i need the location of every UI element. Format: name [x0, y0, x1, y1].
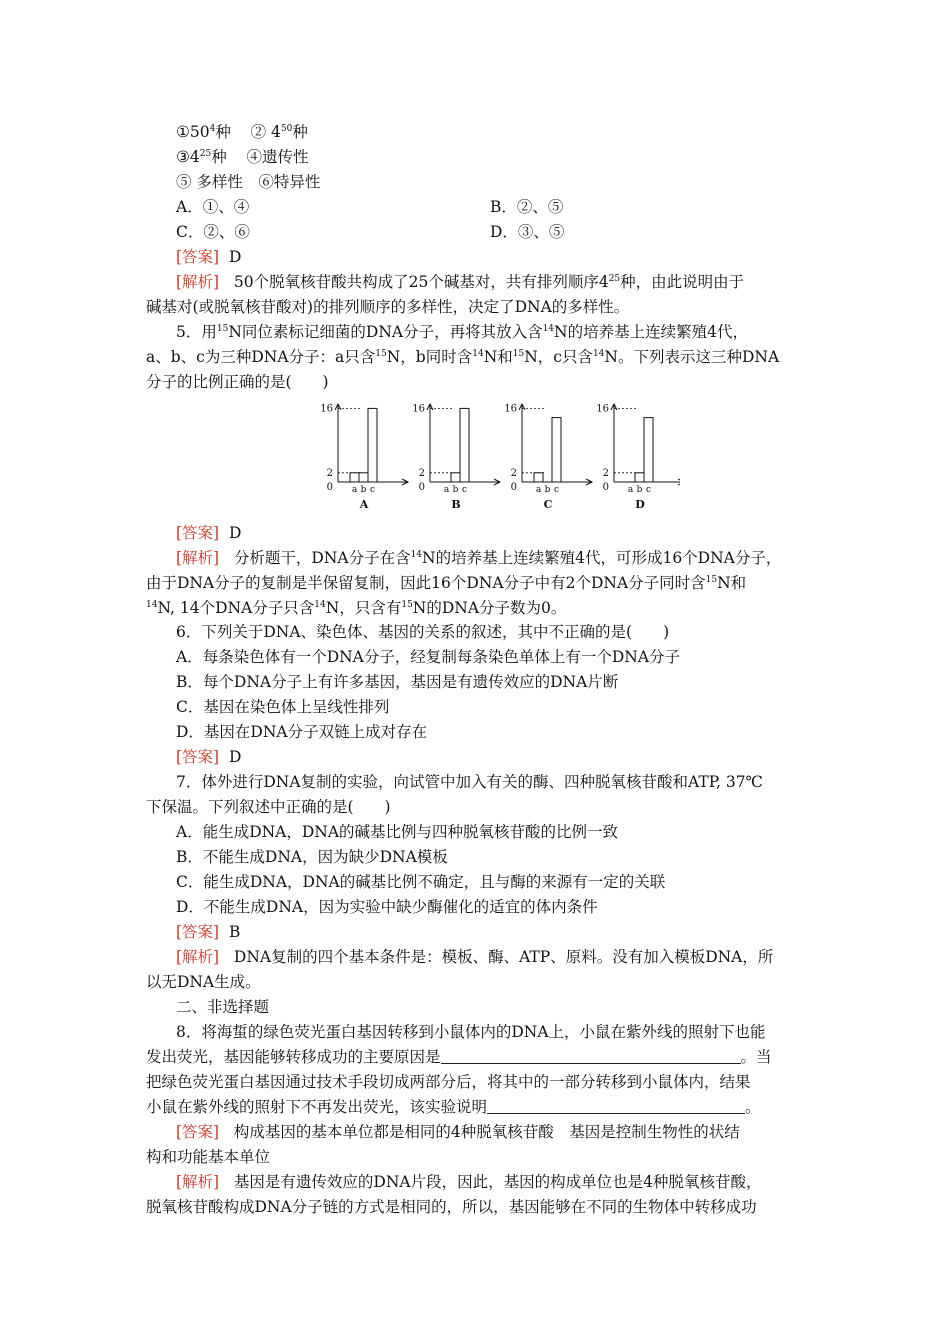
q8-stem-line-1: 8．将海蜇的绿色荧光蛋白基因转移到小鼠体内的DNA上，小鼠在紫外线的照射下也能 — [176, 1023, 766, 1041]
category-label: c — [461, 485, 468, 495]
category-label: b — [544, 485, 551, 495]
q8-stem-line-4: 小鼠在紫外线的照射下不再发出荧光，该实验说明 。 — [146, 1098, 761, 1116]
bar-c — [644, 418, 653, 482]
category-label: a — [535, 485, 542, 495]
q6-option-a: A．每条染色体有一个DNA分子，经复制每条染色单体上有一个DNA分子 — [176, 648, 681, 666]
bar-c — [460, 408, 469, 482]
q7-analysis-line-1: [解析] DNA复制的四个基本条件是：模板、酶、ATP、原料。没有加入模板DNA，所 — [176, 948, 774, 966]
panel-label: D — [635, 498, 645, 511]
bar-a — [534, 473, 543, 482]
q4-choice-b: B．②、⑤ — [490, 198, 564, 216]
panel-label: B — [451, 498, 461, 511]
analysis-tag: [解析] — [176, 948, 220, 966]
analysis-tag: [解析] — [176, 273, 220, 291]
y-tick-label: 0 — [418, 482, 425, 493]
q5-analysis-line-1: [解析] 分析题干，DNA分子在含$^{14}$N的培养基上连续繁殖4代，可形成16个DNA分子， — [176, 549, 782, 567]
answer-tag: [答案] — [176, 248, 220, 266]
y-tick-label: 0 — [326, 482, 333, 493]
bar-b — [635, 473, 644, 482]
q5-analysis-line-3: $^{14}$N, 14个DNA分子只含$^{14}$N，只含有$^{15}$N的DNA分子数为0。 — [146, 599, 567, 617]
q6-stem: 6．下列关于DNA、染色体、基因的关系的叙述，其中不正确的是( ) — [176, 623, 670, 641]
category-label: a — [627, 485, 634, 495]
y-tick-label: 0 — [510, 482, 517, 493]
category-label: c — [645, 485, 652, 495]
q5-stem-line-3: 分子的比例正确的是( ) — [146, 373, 329, 391]
q7-stem-line-1: 7．体外进行DNA复制的实验，向试管中加入有关的酶、四种脱氧核苷酸和ATP, 37℃ — [176, 773, 763, 791]
answer-tag: [答案] — [176, 748, 220, 766]
y-tick-label: 2 — [510, 467, 517, 479]
y-tick-label: 16 — [596, 403, 609, 415]
q4-choice-a: A．①、④ — [176, 198, 250, 216]
panel-label: C — [543, 498, 553, 511]
answer-tag: [答案] — [176, 1123, 220, 1141]
q4-options-5-6: ⑤ 多样性 ⑥特异性 — [176, 173, 321, 191]
q5-analysis-line-2: 由于DNA分子的复制是半保留复制，因此16个DNA分子中有2个DNA分子同时含$^{15}$N和 — [146, 574, 747, 592]
q5-stem-line-1: 5．用$^{15}$N同位素标记细菌的DNA分子，再将其放入含$^{14}$N的培养基上连续繁殖4代， — [176, 323, 748, 341]
q7-stem-line-2: 下保温。下列叙述中正确的是( ) — [146, 798, 391, 816]
answer-tag: [答案] — [176, 923, 220, 941]
q4-analysis-line-2: 碱基对(或脱氧核苷酸对)的排列顺序的多样性，决定了DNA的多样性。 — [146, 298, 630, 316]
q6-option-c: C．基因在染色体上呈线性排列 — [176, 698, 390, 716]
category-label: b — [452, 485, 459, 495]
q7-answer: [答案] B — [176, 923, 241, 941]
bar-b — [359, 473, 368, 482]
q8-answer-line-1: [答案] 构成基因的基本单位都是相同的4种脱氧核苷酸 基因是控制生物性的状结 — [176, 1123, 740, 1141]
q4-choice-d: D．③、⑤ — [490, 223, 565, 241]
answer-blank-2[interactable] — [487, 1099, 745, 1114]
q5-answer: [答案] D — [176, 524, 242, 542]
q8-stem-line-2: 发出荧光，基因能够转移成功的主要原因是 。当 — [146, 1048, 772, 1066]
bar-c — [552, 418, 561, 482]
y-tick-label: 16 — [504, 403, 517, 415]
q6-option-b: B．每个DNA分子上有许多基因，基因是有遗传效应的DNA片断 — [176, 673, 619, 691]
bar-c — [368, 408, 377, 482]
category-label: a — [351, 485, 358, 495]
bar-b — [451, 473, 460, 482]
q8-analysis-line-1: [解析] 基因是有遗传效应的DNA片段，因此，基因的构成单位也是4种脱氧核苷酸， — [176, 1173, 762, 1191]
q8-answer-line-2: 构和功能基本单位 — [146, 1148, 271, 1166]
q7-analysis-line-2: 以无DNA生成。 — [146, 973, 261, 991]
q5-bar-charts — [300, 398, 680, 514]
q4-analysis-line-1: [解析] 50个脱氧核苷酸共构成了25个碱基对，共有排列顺序$4^{25}$种，由此说明由于 — [176, 273, 745, 291]
q8-stem-line-3: 把绿色荧光蛋白基因通过技术手段切成两部分后，将其中的一部分转移到小鼠体内，结果 — [146, 1073, 751, 1091]
answer-tag: [答案] — [176, 524, 220, 542]
panel-label: A — [359, 498, 369, 511]
q4-answer: [答案] D — [176, 248, 242, 266]
y-tick-label: 16 — [320, 403, 333, 415]
q7-option-a: A．能生成DNA，DNA的碱基比例与四种脱氧核苷酸的比例一致 — [176, 823, 619, 841]
analysis-tag: [解析] — [176, 549, 220, 567]
answer-blank-1[interactable] — [441, 1049, 741, 1064]
q4-options-1-2: $①50^4$种 ② $4^{50}$种 — [176, 123, 308, 141]
q4-choice-c: C．②、⑥ — [176, 223, 250, 241]
q6-option-d: D．基因在DNA分子双链上成对存在 — [176, 723, 428, 741]
category-label: c — [369, 485, 376, 495]
y-tick-label: 2 — [418, 467, 425, 479]
q5-stem-line-2: a、b、c为三种DNA分子：a只含$^{15}$N，b同时含$^{14}$N和$^{15}$N，c只含$^{14}$N。下列表示这三种DNA — [146, 348, 780, 366]
q7-option-b: B．不能生成DNA，因为缺少DNA模板 — [176, 848, 448, 866]
y-tick-label: 16 — [412, 403, 425, 415]
q7-option-d: D．不能生成DNA，因为实验中缺少酶催化的适宜的体内条件 — [176, 898, 598, 916]
category-label: b — [636, 485, 643, 495]
q6-answer: [答案] D — [176, 748, 242, 766]
analysis-tag: [解析] — [176, 1173, 220, 1191]
y-tick-label: 2 — [326, 467, 333, 479]
q8-analysis-line-2: 脱氧核苷酸构成DNA分子链的方式是相同的，所以，基因能够在不同的生物体中转移成功 — [146, 1198, 757, 1216]
category-label: c — [553, 485, 560, 495]
category-label: b — [360, 485, 367, 495]
q7-option-c: C．能生成DNA，DNA的碱基比例不确定，且与酶的来源有一定的关联 — [176, 873, 666, 891]
section-heading: 二、非选择题 — [176, 998, 270, 1016]
bar-a — [350, 473, 359, 482]
y-tick-label: 0 — [602, 482, 609, 493]
y-tick-label: 2 — [602, 467, 609, 479]
q4-options-3-4: $③4^{25}$种 ④遗传性 — [176, 148, 309, 166]
category-label: a — [443, 485, 450, 495]
